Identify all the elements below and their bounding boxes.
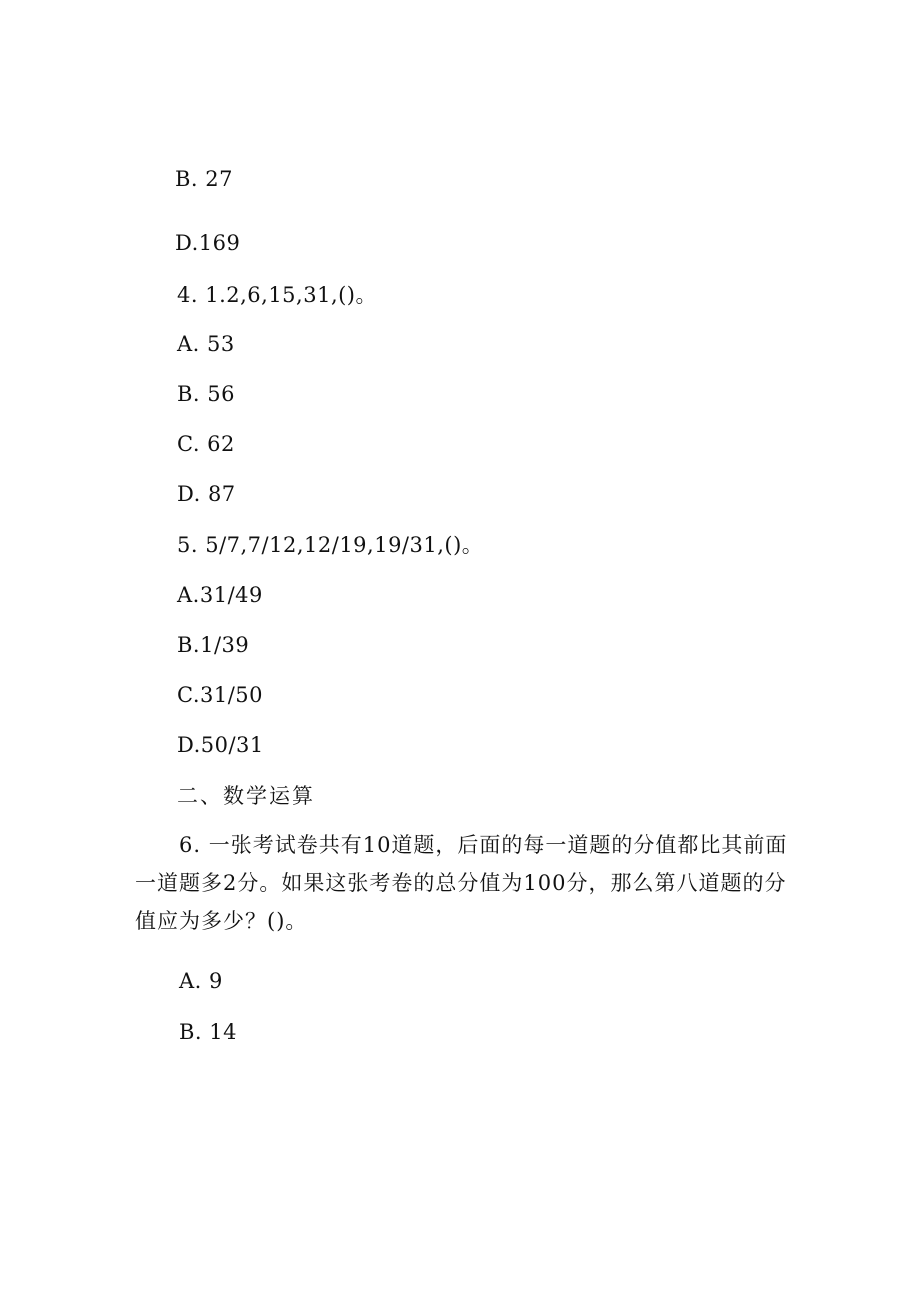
q5-option-a: A.31/49 — [177, 583, 263, 607]
section-heading: 二、数学运算 — [177, 784, 315, 808]
q4-option-c: C. 62 — [177, 432, 235, 456]
q6-option-a: A. 9 — [179, 969, 223, 993]
q4-question: 4. 1.2,6,15,31,()。 — [177, 283, 377, 307]
q5-option-c: C.31/50 — [177, 683, 264, 707]
q4-option-b: B. 56 — [177, 382, 236, 406]
q3-option-d: D.169 — [175, 231, 241, 255]
q3-option-b: B. 27 — [175, 167, 234, 191]
q5-option-b: B.1/39 — [177, 633, 250, 657]
q6-question: 6. 一张考试卷共有10道题，后面的每一道题的分值都比其前面一道题多2分。如果这张考卷的总分值为100分，那么第八道题的分值应为多少？()。 — [135, 833, 788, 933]
q5-question: 5. 5/7,7/12,12/19,19/31,()。 — [177, 533, 484, 557]
q6-option-b: B. 14 — [179, 1020, 238, 1044]
q6-question-paragraph — [135, 826, 795, 940]
q4-option-a: A. 53 — [177, 332, 235, 356]
q4-option-d: D. 87 — [177, 482, 236, 506]
q5-option-d: D.50/31 — [177, 733, 264, 757]
